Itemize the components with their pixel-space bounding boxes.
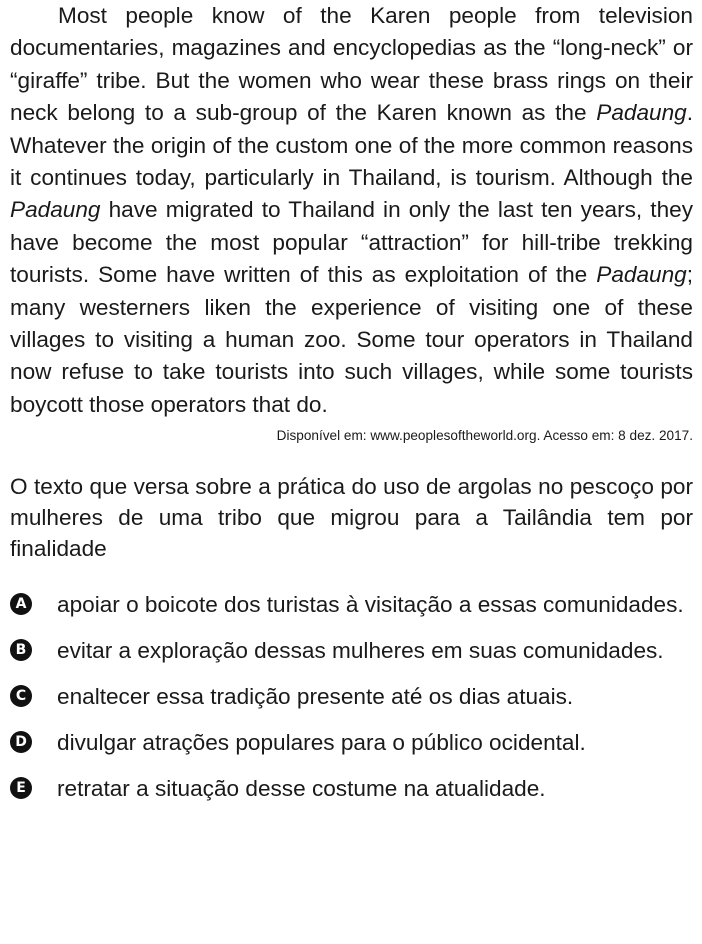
answer-option-a[interactable] xyxy=(10,586,693,623)
passage-text: Most people know of the Karen people from television documentaries, magazines and encyclopedias as the “long-neck” or “giraffe” tribe. But the women who wear these brass rings on their neck belong to a sub-group of the Karen known as the xyxy=(10,3,693,126)
question-stem: O texto que versa sobre a prática do uso de argolas no pescoço por mulheres de uma tribo que migrou para a Tailândia tem por finalidade xyxy=(10,474,693,562)
answer-options xyxy=(10,586,693,807)
question-page xyxy=(10,0,693,816)
passage-term-padaung: Padaung xyxy=(10,197,101,223)
option-text: enaltecer essa tradição presente até os dias atuais. xyxy=(57,684,574,710)
passage-text: ; many westerners liken the experience of visiting one of these villages to visiting a human zoo. Some tour operators in Thailand now refuse to take tourists into such villages, while some tourists boycott those operators that do. xyxy=(10,262,693,417)
option-letter-badge: E xyxy=(10,777,32,799)
option-letter-badge: D xyxy=(10,731,32,753)
passage-text: . Whatever the origin of the custom one of the more common reasons it continues today, particularly in Thailand, is tourism. Although the xyxy=(10,100,693,191)
option-text: apoiar o boicote dos turistas à visitação a essas comunidades. xyxy=(57,592,684,618)
source-citation: Disponível em: www.peoplesoftheworld.org. Acesso em: 8 dez. 2017. xyxy=(276,428,693,444)
passage-text: have migrated to Thailand in only the last ten years, they have become the most popular “attraction” for hill-tribe trekking tourists. Some have written of this as exploitation of the xyxy=(10,197,693,288)
option-text: retratar a situação desse costume na atualidade. xyxy=(57,776,546,802)
answer-option-e[interactable] xyxy=(10,770,693,807)
option-text: evitar a exploração dessas mulheres em suas comunidades. xyxy=(57,638,664,664)
answer-option-b[interactable] xyxy=(10,632,693,669)
option-letter-badge: C xyxy=(10,685,32,707)
answer-option-d[interactable] xyxy=(10,724,693,761)
option-text: divulgar atrações populares para o público ocidental. xyxy=(57,730,586,756)
passage-term-padaung: Padaung xyxy=(596,262,687,288)
english-passage xyxy=(10,0,693,421)
answer-option-c[interactable] xyxy=(10,678,693,715)
option-letter-badge: B xyxy=(10,639,32,661)
option-letter-badge: A xyxy=(10,593,32,615)
passage-term-padaung: Padaung xyxy=(596,100,687,126)
